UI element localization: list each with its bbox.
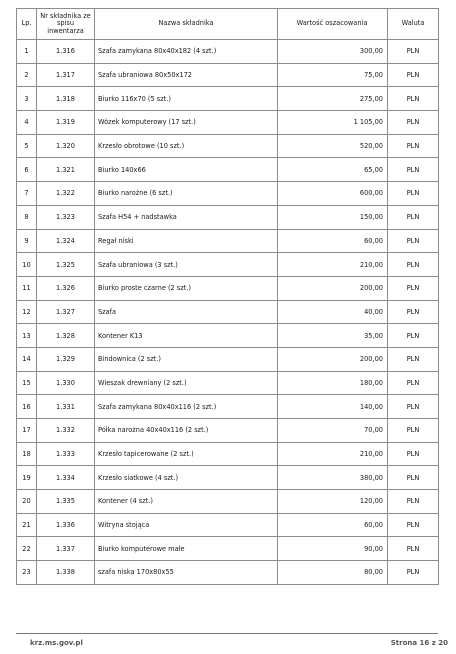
table-row — [17, 40, 439, 64]
cell-estimated-value: 40,00 — [278, 300, 388, 324]
cell-currency: PLN — [388, 442, 439, 466]
cell-currency: PLN — [388, 419, 439, 443]
footer-site: krz.ms.gov.pl — [30, 639, 83, 647]
cell-lp: 4 — [17, 111, 37, 135]
cell-currency: PLN — [388, 371, 439, 395]
cell-currency: PLN — [388, 513, 439, 537]
cell-estimated-value: 90,00 — [278, 537, 388, 561]
cell-currency: PLN — [388, 229, 439, 253]
table-row — [17, 182, 439, 206]
cell-currency: PLN — [388, 300, 439, 324]
table-row — [17, 63, 439, 87]
cell-estimated-value: 380,00 — [278, 466, 388, 490]
cell-lp: 18 — [17, 442, 37, 466]
cell-lp: 10 — [17, 253, 37, 277]
cell-estimated-value: 140,00 — [278, 395, 388, 419]
cell-item-name: Półka narożna 40x40x116 (2 szt.) — [95, 419, 278, 443]
inventory-table — [16, 8, 439, 585]
cell-estimated-value: 200,00 — [278, 276, 388, 300]
header-estimated-value: Wartość oszacowania — [278, 9, 388, 40]
cell-lp: 17 — [17, 419, 37, 443]
table-row — [17, 466, 439, 490]
cell-estimated-value: 200,00 — [278, 347, 388, 371]
cell-lp: 5 — [17, 134, 37, 158]
cell-item-name: Szafa zamykana 80x40x116 (2 szt.) — [95, 395, 278, 419]
cell-inventory-number: 1.333 — [37, 442, 95, 466]
table-row — [17, 87, 439, 111]
table-row — [17, 276, 439, 300]
table-row — [17, 419, 439, 443]
cell-lp: 2 — [17, 63, 37, 87]
cell-lp: 8 — [17, 205, 37, 229]
cell-estimated-value: 60,00 — [278, 513, 388, 537]
cell-item-name: Wózek komputerowy (17 szt.) — [95, 111, 278, 135]
cell-item-name: Szafa ubraniowa (3 szt.) — [95, 253, 278, 277]
cell-estimated-value: 1 105,00 — [278, 111, 388, 135]
cell-lp: 19 — [17, 466, 37, 490]
cell-lp: 23 — [17, 561, 37, 585]
cell-inventory-number: 1.320 — [37, 134, 95, 158]
footer-divider — [16, 633, 438, 634]
cell-inventory-number: 1.330 — [37, 371, 95, 395]
cell-estimated-value: 75,00 — [278, 63, 388, 87]
cell-item-name: Biurko proste czarne (2 szt.) — [95, 276, 278, 300]
table-row — [17, 111, 439, 135]
cell-inventory-number: 1.327 — [37, 300, 95, 324]
cell-estimated-value: 180,00 — [278, 371, 388, 395]
cell-lp: 22 — [17, 537, 37, 561]
cell-item-name: Krzesło siatkowe (4 szt.) — [95, 466, 278, 490]
cell-inventory-number: 1.331 — [37, 395, 95, 419]
cell-inventory-number: 1.332 — [37, 419, 95, 443]
cell-lp: 11 — [17, 276, 37, 300]
header-currency: Waluta — [388, 9, 439, 40]
cell-estimated-value: 275,00 — [278, 87, 388, 111]
cell-estimated-value: 120,00 — [278, 490, 388, 514]
cell-estimated-value: 210,00 — [278, 442, 388, 466]
cell-currency: PLN — [388, 395, 439, 419]
cell-inventory-number: 1.322 — [37, 182, 95, 206]
cell-item-name: szafa niska 170x80x55 — [95, 561, 278, 585]
cell-item-name: Wieszak drewniany (2 szt.) — [95, 371, 278, 395]
table-row — [17, 253, 439, 277]
cell-currency: PLN — [388, 561, 439, 585]
table-row — [17, 324, 439, 348]
cell-currency: PLN — [388, 205, 439, 229]
cell-item-name: Biurko 116x70 (5 szt.) — [95, 87, 278, 111]
table-row — [17, 537, 439, 561]
cell-lp: 1 — [17, 40, 37, 64]
cell-inventory-number: 1.318 — [37, 87, 95, 111]
cell-inventory-number: 1.326 — [37, 276, 95, 300]
cell-estimated-value: 300,00 — [278, 40, 388, 64]
cell-inventory-number: 1.321 — [37, 158, 95, 182]
table-row — [17, 395, 439, 419]
cell-currency: PLN — [388, 276, 439, 300]
cell-lp: 21 — [17, 513, 37, 537]
cell-estimated-value: 80,00 — [278, 561, 388, 585]
cell-item-name: Kontener (4 szt.) — [95, 490, 278, 514]
cell-lp: 9 — [17, 229, 37, 253]
cell-estimated-value: 520,00 — [278, 134, 388, 158]
cell-item-name: Szafa H54 + nadstawka — [95, 205, 278, 229]
cell-currency: PLN — [388, 87, 439, 111]
cell-estimated-value: 210,00 — [278, 253, 388, 277]
cell-currency: PLN — [388, 253, 439, 277]
cell-currency: PLN — [388, 466, 439, 490]
cell-inventory-number: 1.323 — [37, 205, 95, 229]
table-row — [17, 371, 439, 395]
table-row — [17, 158, 439, 182]
cell-inventory-number: 1.317 — [37, 63, 95, 87]
cell-inventory-number: 1.338 — [37, 561, 95, 585]
header-lp: Lp. — [17, 9, 37, 40]
cell-lp: 3 — [17, 87, 37, 111]
table-row — [17, 229, 439, 253]
cell-estimated-value: 60,00 — [278, 229, 388, 253]
cell-lp: 13 — [17, 324, 37, 348]
cell-lp: 14 — [17, 347, 37, 371]
cell-currency: PLN — [388, 490, 439, 514]
cell-inventory-number: 1.324 — [37, 229, 95, 253]
table-header-row — [17, 9, 439, 40]
table-row — [17, 300, 439, 324]
cell-estimated-value: 150,00 — [278, 205, 388, 229]
cell-lp: 20 — [17, 490, 37, 514]
header-inventory-number: Nr składnika ze spisu inwentarza — [37, 9, 95, 40]
cell-inventory-number: 1.335 — [37, 490, 95, 514]
cell-currency: PLN — [388, 158, 439, 182]
cell-inventory-number: 1.329 — [37, 347, 95, 371]
cell-currency: PLN — [388, 63, 439, 87]
cell-inventory-number: 1.319 — [37, 111, 95, 135]
table-row — [17, 205, 439, 229]
footer-page-number: Strona 16 z 20 — [390, 639, 448, 647]
table-row — [17, 442, 439, 466]
table-row — [17, 561, 439, 585]
cell-currency: PLN — [388, 324, 439, 348]
cell-estimated-value: 70,00 — [278, 419, 388, 443]
table-row — [17, 490, 439, 514]
cell-item-name: Biurko 140x66 — [95, 158, 278, 182]
cell-item-name: Szafa zamykana 80x40x182 (4 szt.) — [95, 40, 278, 64]
cell-item-name: Biurko narożne (6 szt.) — [95, 182, 278, 206]
cell-currency: PLN — [388, 111, 439, 135]
table-row — [17, 134, 439, 158]
cell-estimated-value: 600,00 — [278, 182, 388, 206]
cell-estimated-value: 65,00 — [278, 158, 388, 182]
cell-lp: 7 — [17, 182, 37, 206]
cell-inventory-number: 1.328 — [37, 324, 95, 348]
cell-currency: PLN — [388, 182, 439, 206]
cell-item-name: Regał niski — [95, 229, 278, 253]
cell-item-name: Krzesło tapicerowane (2 szt.) — [95, 442, 278, 466]
cell-inventory-number: 1.334 — [37, 466, 95, 490]
cell-inventory-number: 1.325 — [37, 253, 95, 277]
cell-currency: PLN — [388, 134, 439, 158]
cell-lp: 15 — [17, 371, 37, 395]
cell-lp: 12 — [17, 300, 37, 324]
cell-inventory-number: 1.316 — [37, 40, 95, 64]
cell-item-name: Bindownica (2 szt.) — [95, 347, 278, 371]
cell-item-name: Witryna stojąca — [95, 513, 278, 537]
cell-item-name: Szafa ubraniowa 80x50x172 — [95, 63, 278, 87]
table-body — [17, 40, 439, 585]
table-row — [17, 347, 439, 371]
table-row — [17, 513, 439, 537]
header-item-name: Nazwa składnika — [95, 9, 278, 40]
cell-item-name: Szafa — [95, 300, 278, 324]
cell-item-name: Kontener K13 — [95, 324, 278, 348]
cell-inventory-number: 1.337 — [37, 537, 95, 561]
cell-currency: PLN — [388, 40, 439, 64]
cell-item-name: Biurko komputerowe małe — [95, 537, 278, 561]
cell-estimated-value: 35,00 — [278, 324, 388, 348]
cell-currency: PLN — [388, 537, 439, 561]
cell-inventory-number: 1.336 — [37, 513, 95, 537]
cell-currency: PLN — [388, 347, 439, 371]
cell-lp: 6 — [17, 158, 37, 182]
cell-item-name: Krzesło obrotowe (10 szt.) — [95, 134, 278, 158]
cell-lp: 16 — [17, 395, 37, 419]
